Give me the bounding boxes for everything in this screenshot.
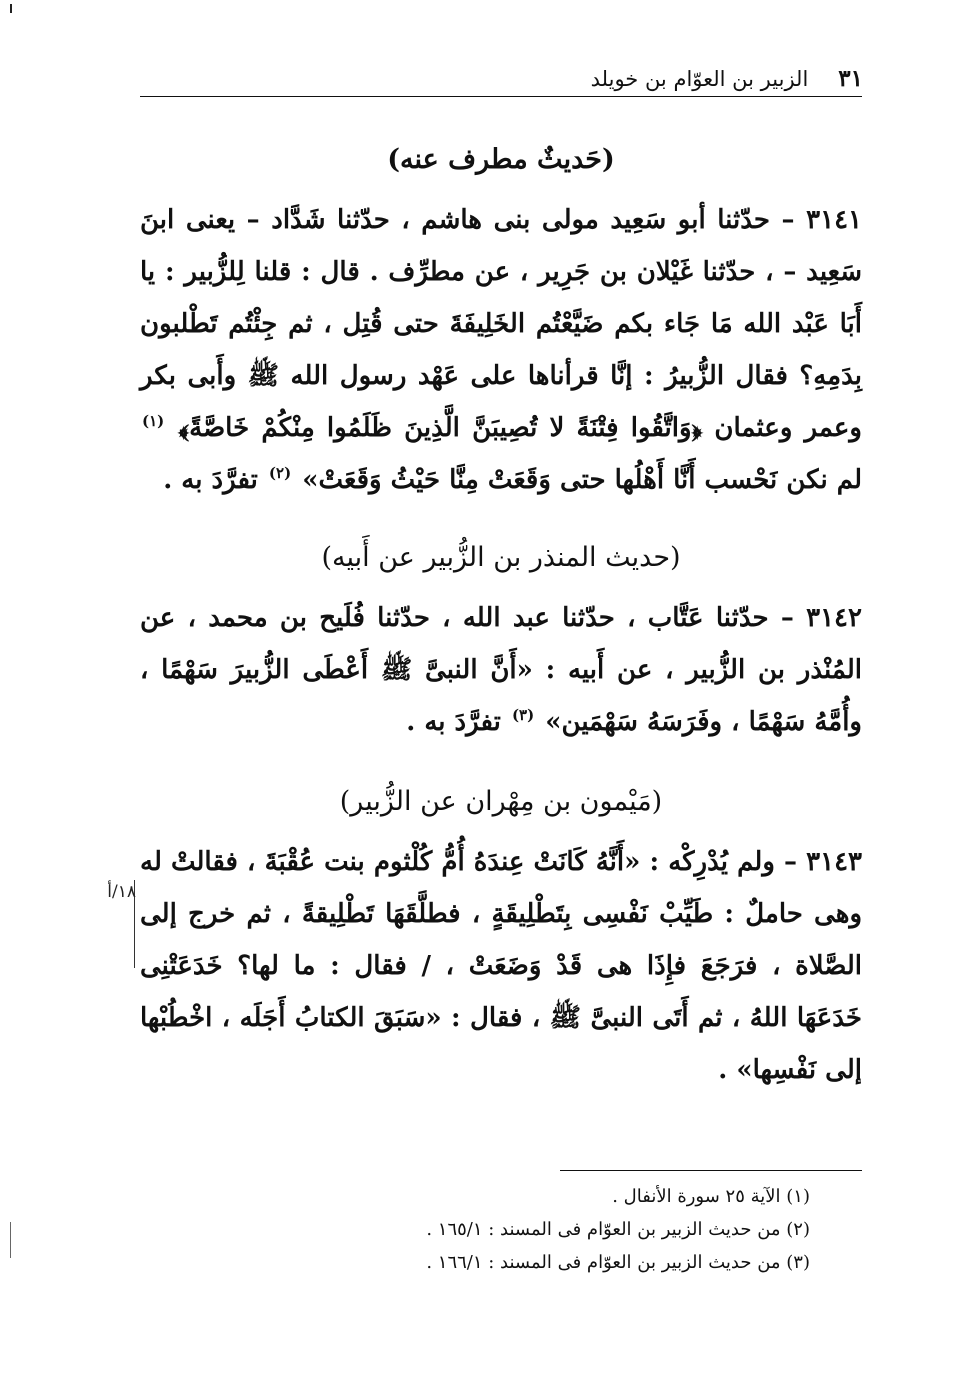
header-rule bbox=[140, 96, 862, 97]
hadith-tail: تفرَّدَ به . bbox=[163, 465, 258, 495]
main-text bbox=[140, 138, 862, 1096]
section-heading: (حَديثٌ مطرف عنه) bbox=[387, 144, 615, 175]
footnote-rule bbox=[560, 1170, 862, 1171]
footnote: (٢) من حديث الزبير بن العوّام فى المسند : ١٦٥/١ . bbox=[426, 1219, 810, 1240]
hadith-tail: تفرَّدَ به . bbox=[406, 707, 501, 737]
hadith-number: ٣١٤٢ bbox=[806, 603, 862, 633]
scan-edge-mark bbox=[10, 1222, 11, 1258]
page-number: ٣١ bbox=[838, 65, 863, 92]
running-header bbox=[140, 58, 863, 94]
footnote-ref: (١) bbox=[142, 412, 165, 431]
section-heading: (مَيْمون بن مِهْران عن الزُّبير) bbox=[339, 786, 663, 817]
hadith-text: – ولم يُدْرِكْه : «أَنَّهُ كَانَتْ عِندَهُ أُمُّ كُلْثوم بنت عُقْبَةَ ، فقالتْ له وهى حاملٌ : طَيِّبْ نَفْسِى بِتَطْلِيقَةٍ ، فطلَّقَهَا تَطْلِيقةً ، ثم خرج إلى الصَّلاة ، فرَجَعَ فإِذَا هى قَدْ وَضَعَتْ ، / فقال : ما لها؟ خَدَعَتْنِى خَدَعَهَا اللهُ ، ثم أَتَى النبىَّ ﷺ ، فقال : «سَبَقَ الكتابُ أَجَلَه ، اخْطُبْها إلى نَفْسِها» . bbox=[140, 847, 862, 1085]
footnote: (٣) من حديث الزبير بن العوّام فى المسند : ١٦٦/١ . bbox=[426, 1252, 810, 1273]
hadith-paragraph bbox=[140, 592, 862, 748]
footnote-ref: (٣) bbox=[511, 706, 535, 725]
hadith-text: لم نكن نَحْسب أَنَّا أَهْلُها حتى وَقَعَتْ مِنَّا حَيْثُ وَقَعَتْ» bbox=[302, 465, 862, 495]
scan-edge-mark bbox=[10, 4, 12, 13]
hadith-text: – حدّثنا عَتَّاب ، حدّثنا عبد الله ، حدّثنا فُلَيح بن محمد ، عن المُنْذر بن الزُّبير ، عن أَبيه : «أَنَّ النبىَّ ﷺ أَعْطَى الزُّبيرَ سَهْمًا ، وأُمَّهُ سَهْمًا ، وفَرَسَهُ سَهْمَين» bbox=[140, 603, 862, 737]
footnote: (١) الآية ٢٥ سورة الأنفال . bbox=[612, 1186, 810, 1207]
section-heading: (حديث المنذر بن الزُّبير عن أَبيه) bbox=[321, 542, 681, 573]
manuscript-folio-note: ١٨/أ bbox=[107, 882, 136, 902]
footnote-ref: (٢) bbox=[268, 464, 292, 483]
hadith-text: – حدّثنا أبو سَعِيد مولى بنى هاشم ، حدّثنا شَدَّاد – يعنى ابنَ سَعِيد – ، حدّثنا غَيْلان بن جَرِير ، عن مطرِّف . قال : قلنا لِلزُّبير : يا أَبَا عَبْد الله مَا جَاء بكم ضَيَّعْتُم الخَلِيفَةَ حتى قُتِل ، ثم جِئْتُم تَطْلبون بِدَمِهِ؟ فقال الزُّبيرُ : إنَّا قرأناها على عَهْد رسول الله ﷺ وأَبى بكر وعمر وعثمان ﴿وَاتَّقُوا فِتْنَةً لا تُصِيبَنَّ الَّذِينَ ظَلَمُوا مِنْكُمْ خَاصَّةً﴾ bbox=[140, 205, 862, 443]
footnotes bbox=[330, 1180, 810, 1279]
hadith-paragraph bbox=[140, 836, 862, 1096]
hadith-number: ٣١٤١ bbox=[806, 205, 862, 235]
running-title: الزبير بن العوّام بن خويلد bbox=[590, 67, 809, 91]
hadith-paragraph bbox=[140, 194, 862, 506]
hadith-number: ٣١٤٣ bbox=[806, 847, 862, 877]
